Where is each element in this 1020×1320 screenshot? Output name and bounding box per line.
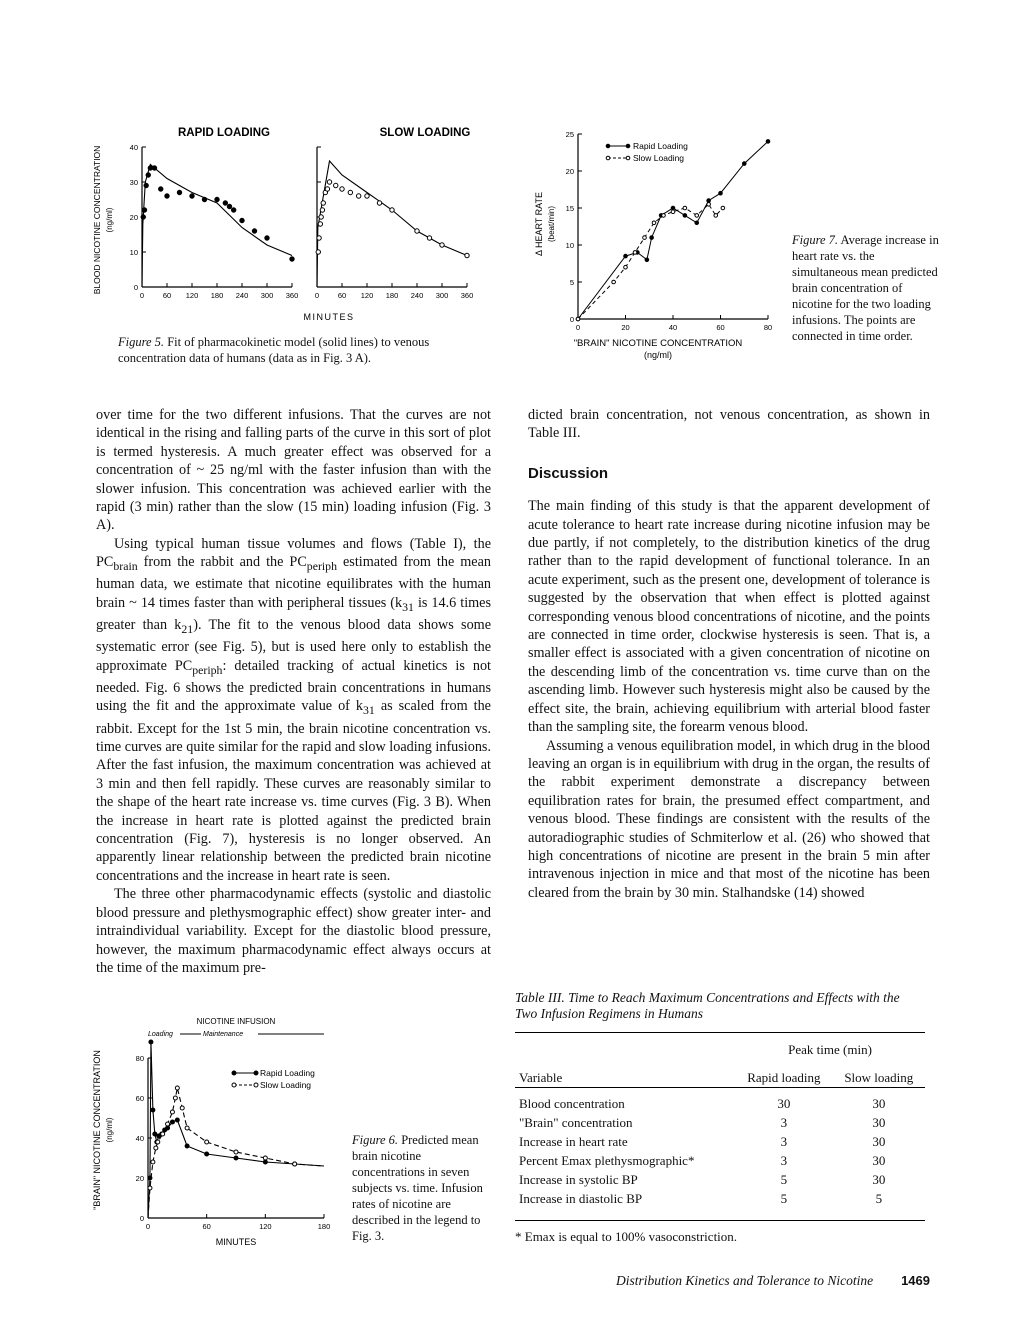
data-point (265, 236, 269, 240)
rapid-loading-point (148, 1176, 152, 1180)
table-row (515, 1170, 925, 1189)
y-axis-label: BLOOD NICOTINE CONCENTRATION (92, 145, 102, 295)
text-run: as scaled from the rabbit. Except for the 1st 5 min, the brain nicotine concentration vs. time curves are quite similar for the rapid and slow loading infusions. After the fast infusion, the maximum concentration was achieved at 3 min and then fell rapidly. These curves are reasonably similar to the shape of the heart rate increase vs. time curves (Fig. 3 B). When the increase in heart rate is plotted against the predicted brain concentration (Fig. 7), hysteresis is no longer observed. An apparently linear relationship between the predicted brain nicotine concentrations and the increase in heart rate is seen. (96, 698, 491, 884)
table-cell-variable: Blood concentration (519, 1096, 625, 1111)
slow-loading-point (170, 1110, 174, 1114)
slow-loading-point (652, 221, 656, 225)
table-cell-slow: 30 (872, 1172, 886, 1187)
subscript: brain (113, 559, 138, 574)
legend-rapid-label: Rapid Loading (260, 1068, 315, 1078)
x-tick-label: 120 (185, 291, 199, 300)
table-cell-rapid: 3 (780, 1134, 788, 1149)
table-cell-slow: 30 (872, 1115, 886, 1130)
x-axis-label: "BRAIN" NICOTINE CONCENTRATION (573, 338, 743, 349)
left-paragraph-1: over time for the two different infusions. That the curves are not identical in the rising and falling parts of the curve in this sort of plot is termed hysteresis. A much greater effect was observed for a concentration of ~ 25 ng/ml with the faster infusion than with the slower infusion. This concentration was achieved earlier with the rapid (3 min) rather than the slow (15 min) loading infusion (Fig. 3 A). (96, 407, 491, 534)
data-point (144, 183, 148, 187)
data-point (290, 257, 294, 261)
slow-loading-point (175, 1086, 179, 1090)
figure-7 (528, 124, 788, 364)
discussion-heading: Discussion (528, 464, 609, 482)
figure-7-caption (792, 232, 940, 344)
right-column (528, 406, 930, 902)
data-point (327, 180, 331, 184)
data-point (165, 194, 169, 198)
table-cell-variable: Increase in heart rate (519, 1134, 628, 1149)
legend-slow-label: Slow Loading (633, 153, 685, 163)
x-tick-label: 120 (259, 1222, 272, 1231)
x-tick-label: 0 (145, 1222, 151, 1231)
rapid-loading-point (153, 1132, 157, 1136)
x-tick-label: 80 (763, 323, 773, 332)
data-point (215, 197, 219, 201)
rapid-loading-point (166, 1126, 170, 1130)
x-tick-label: 240 (410, 291, 424, 300)
x-tick-label: 300 (260, 291, 274, 300)
y-tick-label: 10 (129, 248, 138, 257)
slow-loading-point (161, 1132, 165, 1136)
data-point (334, 183, 338, 187)
legend-rapid-marker (254, 1071, 258, 1075)
data-point (321, 201, 325, 205)
slow-loading-point (695, 214, 699, 218)
rapid-loading-point (624, 254, 628, 258)
y-axis-label: Δ HEART RATE (534, 191, 544, 257)
table-3-title: Table III. Time to Reach Maximum Concentrations and Effects with the Two Infusion Regimens in Humans (515, 990, 900, 1021)
data-point (356, 194, 360, 198)
figure-5-caption-text: Fit of pharmacokinetic model (solid lines) to venous concentration data of humans (data as in Fig. 3 A). (118, 335, 430, 365)
y-tick-label: 20 (565, 167, 574, 176)
x-tick-label: 0 (575, 323, 581, 332)
table-row (515, 1132, 925, 1151)
y-tick-label: 10 (565, 241, 574, 250)
legend-slow-marker (232, 1083, 236, 1087)
rapid-loading-point (185, 1144, 189, 1148)
x-tick-label: 180 (317, 1222, 331, 1231)
x-tick-label: 360 (285, 291, 299, 300)
x-tick-label: 360 (460, 291, 474, 300)
slow-loading-point (714, 214, 718, 218)
table-header-rapid: Rapid loading (747, 1070, 821, 1085)
y-tick-label: 15 (565, 204, 574, 213)
data-point (227, 204, 231, 208)
slow-loading-line (578, 204, 723, 319)
slow-loading-point (166, 1122, 170, 1126)
y-axis-label: "BRAIN" NICOTINE CONCENTRATION (92, 1050, 102, 1210)
slow-loading-point (263, 1156, 267, 1160)
table-group-header-row (515, 1033, 925, 1059)
rapid-loading-point (671, 206, 675, 210)
table-cell (515, 1033, 735, 1059)
rapid-loading-point (151, 1108, 155, 1112)
maintenance-label: Maintenance (203, 1031, 244, 1038)
data-point (348, 190, 352, 194)
y-tick-label: 0 (139, 1214, 144, 1223)
rapid-loading-point (742, 162, 746, 166)
table-cell-rapid: 5 (780, 1172, 788, 1187)
data-point (390, 208, 394, 212)
figure-5-plot (92, 120, 492, 330)
rapid-loading-point (719, 191, 723, 195)
x-tick-label: 120 (360, 291, 374, 300)
slow-loading-point (683, 206, 687, 210)
legend-slow-marker (606, 156, 610, 160)
slow-loading-point (624, 265, 628, 269)
slow-loading-point (185, 1126, 189, 1130)
x-tick-label: 40 (668, 323, 678, 332)
rapid-loading-point (650, 236, 654, 240)
data-point (340, 187, 344, 191)
figure-7-label: Figure 7. (792, 233, 839, 247)
figure-5-caption (118, 334, 498, 366)
rapid-loading-point (683, 214, 687, 218)
legend-slow-label: Slow Loading (260, 1080, 312, 1090)
data-point (252, 229, 256, 233)
data-point (159, 187, 163, 191)
table-cell-rapid: 3 (780, 1115, 788, 1130)
x-tick-label: 180 (385, 291, 399, 300)
subscript: 21 (181, 621, 194, 636)
rapid-loading-point (263, 1160, 267, 1164)
y-axis-unit: (ng/ml) (105, 1117, 114, 1143)
table-cell-variable: "Brain" concentration (519, 1115, 633, 1130)
figure-6-caption-text: Predicted mean brain nicotine concentrations in seven subjects vs. time. Infusion rates of nicotine are described in the legend to Fig. 3. (352, 1133, 483, 1243)
data-point (142, 208, 146, 212)
slow-loading-point (205, 1140, 209, 1144)
infusion-label: NICOTINE INFUSION (196, 1017, 276, 1026)
slow-loading-point (156, 1140, 160, 1144)
rapid-loading-point (645, 258, 649, 262)
table-cell-slow: 30 (872, 1096, 886, 1111)
subscript: 31 (402, 599, 414, 614)
data-point (190, 194, 194, 198)
data-point (377, 201, 381, 205)
figure-7-plot (528, 124, 788, 364)
data-point (223, 201, 227, 205)
table-cell-variable: Increase in diastolic BP (519, 1191, 643, 1206)
left-paragraph-2 (96, 535, 491, 885)
page-footer (590, 1272, 930, 1290)
table-3-body (515, 1033, 925, 1220)
x-axis-label: MINUTES (215, 1237, 257, 1247)
running-title: Distribution Kinetics and Tolerance to Nicotine (615, 1273, 874, 1288)
slow-loading-point (612, 280, 616, 284)
data-point (141, 215, 145, 219)
legend-rapid-marker (232, 1071, 236, 1075)
text-run: estimated from the mean human data, we estimate that nicotine equilibrates with the human brain ~ 14 times faster than with peripheral tissues (k (96, 554, 491, 611)
rapid-loading-point (766, 140, 770, 144)
text-run: : detailed tracking of actual kinetics is not needed. Fig. 6 shows the predicted brain concentrations in humans using the fit and the approximate value of k (96, 657, 491, 715)
table-spacer (515, 1208, 925, 1220)
data-point (319, 215, 323, 219)
x-tick-label: 180 (210, 291, 224, 300)
data-point (152, 166, 156, 170)
data-point (177, 190, 181, 194)
page-number: 1469 (901, 1273, 930, 1288)
figure-5-label: Figure 5. (118, 335, 165, 349)
y-tick-label: 80 (135, 1054, 144, 1063)
slow-loading-point (643, 236, 647, 240)
table-header-variable: Variable (519, 1070, 563, 1085)
table-header-slow: Slow loading (844, 1070, 914, 1085)
subscript: 31 (363, 703, 375, 718)
table-cell-variable: Increase in systolic BP (519, 1172, 638, 1187)
table-cell-rapid: 5 (780, 1191, 788, 1206)
figure-6-plot (86, 1010, 346, 1250)
data-point (427, 236, 431, 240)
left-column (96, 406, 491, 977)
slow-loading-point (671, 210, 675, 214)
slow-loading-point (151, 1160, 155, 1164)
data-point (240, 218, 244, 222)
legend-slow-marker (626, 156, 630, 160)
legend-slow-marker (254, 1083, 258, 1087)
y-tick-label: 0 (569, 315, 574, 324)
text-run: Using typical human tissue volumes and flows (Table I), the PC (96, 535, 491, 571)
x-tick-label: 60 (202, 1222, 211, 1231)
table-row (515, 1189, 925, 1208)
rapid-loading-point (234, 1156, 238, 1160)
x-axis-unit: (ng/ml) (643, 350, 673, 360)
slow-loading-point (148, 1186, 152, 1190)
slow-loading-point (707, 203, 711, 207)
table-3-rule-bottom (515, 1220, 925, 1221)
table-cell-rapid: 3 (780, 1153, 788, 1168)
data-point (440, 243, 444, 247)
figure-6 (86, 1010, 346, 1250)
y-tick-label: 25 (565, 130, 574, 139)
slow-loading-point (173, 1096, 177, 1100)
y-tick-label: 20 (129, 213, 138, 222)
figure-7-caption-text: Average increase in heart rate vs. the simultaneous mean predicted brain concentration of nicotine for the two loading infusions. The points are connected in time order. (792, 233, 939, 343)
data-point (415, 229, 419, 233)
data-point (325, 187, 329, 191)
slow-loading-point (293, 1162, 297, 1166)
table-cell-slow: 5 (875, 1191, 883, 1206)
table-3 (515, 990, 925, 1245)
table-row (515, 1113, 925, 1132)
text-run: is 14.6 times greater than k (96, 594, 491, 634)
panel-title: RAPID LOADING (178, 127, 270, 139)
left-paragraph-3: The three other pharmacodynamic effects (systolic and diastolic blood pressure and plethysmographic effect) show greater inter- and intraindividual variability. Except for the diastolic blood pressure, however, the maximum pharmacodynamic effect always occurs at the time of the maximum pre- (96, 886, 491, 976)
right-paragraph-1: dicted brain concentration, not venous concentration, as shown in Table III. (528, 407, 930, 442)
data-point (317, 236, 321, 240)
slow-loading-point (662, 214, 666, 218)
model-fit-line (317, 161, 467, 287)
right-paragraph-2: The main finding of this study is that the apparent development of acute tolerance to heart rate increase during nicotine infusion may be due partly, if not completely, to the distribution kinetics of the drug rather than to the rapid development of functional tolerance. In an acute experiment, such as the present one, development of tolerance is suggested by the observation that when effect is plotted against corresponding venous blood concentrations of nicotine, and the points are connected in time order, clockwise hysteresis is seen. That is, a smaller effect is associated with a given concentration of nicotine on the descending limb of the concentration vs. time curve than on the ascending limb. However such hysteresis might also be caused by the effect site, the brain, achieving equilibrium with arterial blood faster than the sampling site, the forearm venous blood. (528, 498, 930, 736)
rapid-loading-point (170, 1120, 174, 1124)
x-axis-label: MINUTES (303, 312, 355, 322)
slow-loading-point (721, 206, 725, 210)
subscript: periph (306, 559, 338, 574)
data-point (202, 197, 206, 201)
y-tick-label: 40 (135, 1134, 144, 1143)
table-cell-slow: 30 (872, 1134, 886, 1149)
y-tick-label: 5 (569, 278, 574, 287)
text-run: from the rabbit and the PC (137, 554, 307, 571)
slow-loading-point (234, 1150, 238, 1154)
subscript: periph (192, 662, 223, 677)
data-point (365, 194, 369, 198)
slow-loading-point (633, 251, 637, 255)
data-point (231, 208, 235, 212)
x-tick-label: 240 (235, 291, 249, 300)
x-tick-label: 60 (337, 291, 347, 300)
table-cell-variable: Percent Emax plethysmographic* (519, 1153, 695, 1168)
rapid-loading-point (205, 1152, 209, 1156)
slow-loading-point (576, 317, 580, 321)
y-tick-label: 30 (129, 178, 138, 187)
rapid-loading-point (149, 1040, 153, 1044)
y-tick-label: 60 (135, 1094, 144, 1103)
rapid-loading-point (695, 221, 699, 225)
table-cell (515, 1208, 925, 1220)
table-header-row (515, 1059, 925, 1088)
figure-5 (92, 120, 492, 330)
slow-loading-point (154, 1146, 158, 1150)
text-run: ). The fit to the venous blood data shows some systematic error (see Fig. 5), but is used here only to establish the approximate PC (96, 617, 491, 674)
x-tick-label: 0 (139, 291, 145, 300)
slow-loading-point (180, 1106, 184, 1110)
right-paragraph-3: Assuming a venous equilibration model, in which drug in the blood leaving an organ is in equilibrium with drug in the organ, the results of the rabbit experiment demonstrate a discrepancy between equilibration rates for brain, the presumed effect compartment, and venous blood. These findings are consistent with the results of the autoradiographic studies of Schmiterlow et al. (26) who showed that high concentrations of nicotine are present in the brain 5 min after intravenous injection in mice and that most of the nicotine has been cleared from the brain by 30 min. Stalhandske (14) showed (528, 737, 930, 901)
figure-6-label: Figure 6. (352, 1133, 399, 1147)
table-cell-rapid: 30 (777, 1096, 791, 1111)
legend-rapid-label: Rapid Loading (633, 141, 688, 151)
y-axis-unit: (beat/min) (547, 205, 556, 243)
y-tick-label: 20 (135, 1174, 144, 1183)
rapid-loading-point (175, 1118, 179, 1122)
panel-title: SLOW LOADING (379, 127, 471, 139)
table-row (515, 1151, 925, 1170)
figure-6-caption (352, 1132, 492, 1244)
x-tick-label: 60 (162, 291, 172, 300)
data-point (465, 253, 469, 257)
data-point (320, 208, 324, 212)
loading-label: Loading (148, 1031, 173, 1038)
legend-rapid-marker (606, 144, 610, 148)
table-cell-slow: 30 (872, 1153, 886, 1168)
model-fit-line (142, 165, 292, 288)
x-tick-label: 60 (716, 323, 725, 332)
table-3-footnote: * Emax is equal to 100% vasoconstriction. (515, 1229, 738, 1244)
y-tick-label: 40 (129, 143, 138, 152)
x-tick-label: 0 (314, 291, 320, 300)
data-point (146, 173, 150, 177)
table-group-header: Peak time (min) (788, 1042, 872, 1057)
data-point (316, 250, 320, 254)
x-tick-label: 300 (435, 291, 449, 300)
data-point (318, 222, 322, 226)
table-row (515, 1094, 925, 1113)
rapid-loading-line (578, 141, 768, 319)
y-axis-unit: (ng/ml) (105, 207, 114, 233)
rapid-loading-point (707, 199, 711, 203)
y-tick-label: 0 (133, 283, 138, 292)
x-tick-label: 20 (621, 323, 630, 332)
legend-rapid-marker (626, 144, 630, 148)
